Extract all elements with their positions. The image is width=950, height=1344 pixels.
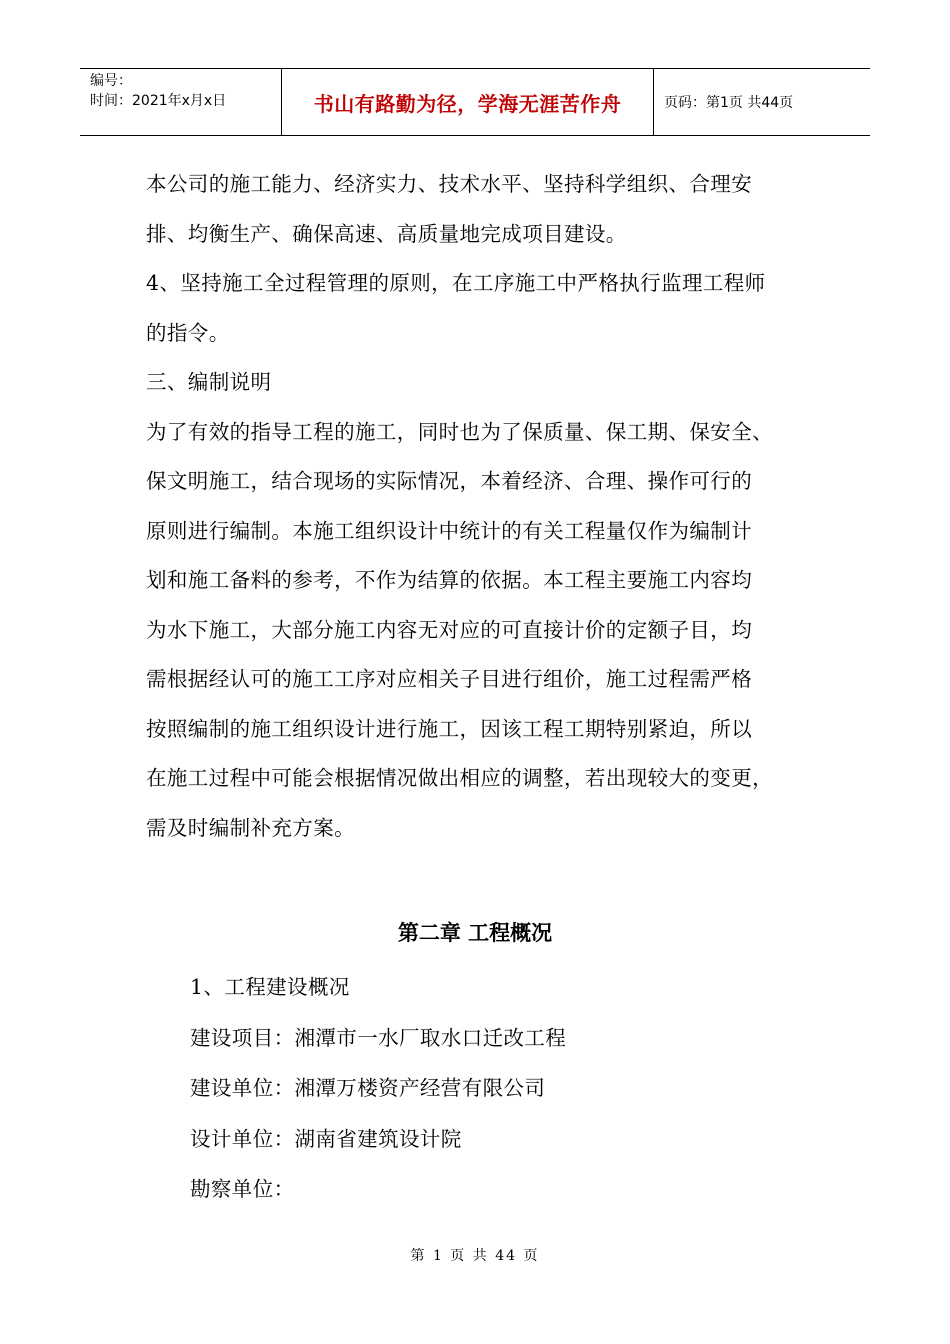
body-line: 排、均衡生产、确保高速、高质量地完成项目建设。: [146, 221, 627, 246]
overview-line: 建设项目：湘潭市一水厂取水口迁改工程: [190, 1025, 567, 1050]
document-time-label: 时间：2021年x月x日: [90, 93, 227, 109]
page-footer: 第 1 页 共 44 页: [410, 1248, 540, 1264]
body-line: 为水下施工，大部分施工内容无对应的可直接计价的定额子目，均: [146, 617, 753, 642]
body-line: 需根据经认可的施工工序对应相关子目进行组价，施工过程需严格: [146, 667, 753, 691]
section-heading: 三、编制说明: [146, 370, 272, 394]
overview-heading: 1、工程建设概况: [190, 975, 350, 999]
body-line: 为了有效的指导工程的施工，同时也为了保质量、保工期、保安全、: [146, 419, 773, 444]
document-number-label: 编号：: [90, 73, 132, 89]
project-overview: [190, 962, 830, 1215]
body-line: 本公司的施工能力、经济实力、技术水平、坚持科学组织、合理安: [146, 172, 753, 196]
header-motto: 书山有路勤为径，学海无涯苦作舟: [282, 69, 654, 135]
body-line: 保文明施工，结合现场的实际情况，本着经济、合理、操作可行的: [146, 469, 753, 493]
overview-line: 设计单位：湖南省建筑设计院: [190, 1126, 462, 1151]
body-text: [146, 160, 816, 853]
body-line: 需及时编制补充方案。: [146, 815, 355, 840]
body-line: 4、坚持施工全过程管理的原则，在工序施工中严格执行监理工程师: [146, 271, 766, 295]
body-line: 的指令。: [146, 320, 230, 345]
header-meta-cell: [80, 69, 282, 135]
overview-line: 勘察单位：: [190, 1177, 295, 1201]
header-table: [80, 68, 870, 136]
overview-line: 建设单位：湘潭万楼资产经营有限公司: [190, 1076, 546, 1100]
body-line: 在施工过程中可能会根据情况做出相应的调整，若出现较大的变更，: [146, 766, 773, 790]
header-page-info: 页码：第1页 共44页: [664, 95, 794, 111]
body-line: 划和施工备料的参考，不作为结算的依据。本工程主要施工内容均: [146, 568, 753, 592]
body-line: 按照编制的施工组织设计进行施工，因该工程工期特别紧迫，所以: [146, 716, 753, 741]
chapter-title: 第二章 工程概况: [397, 921, 553, 945]
body-line: 原则进行编制。本施工组织设计中统计的有关工程量仅作为编制计: [146, 518, 753, 543]
